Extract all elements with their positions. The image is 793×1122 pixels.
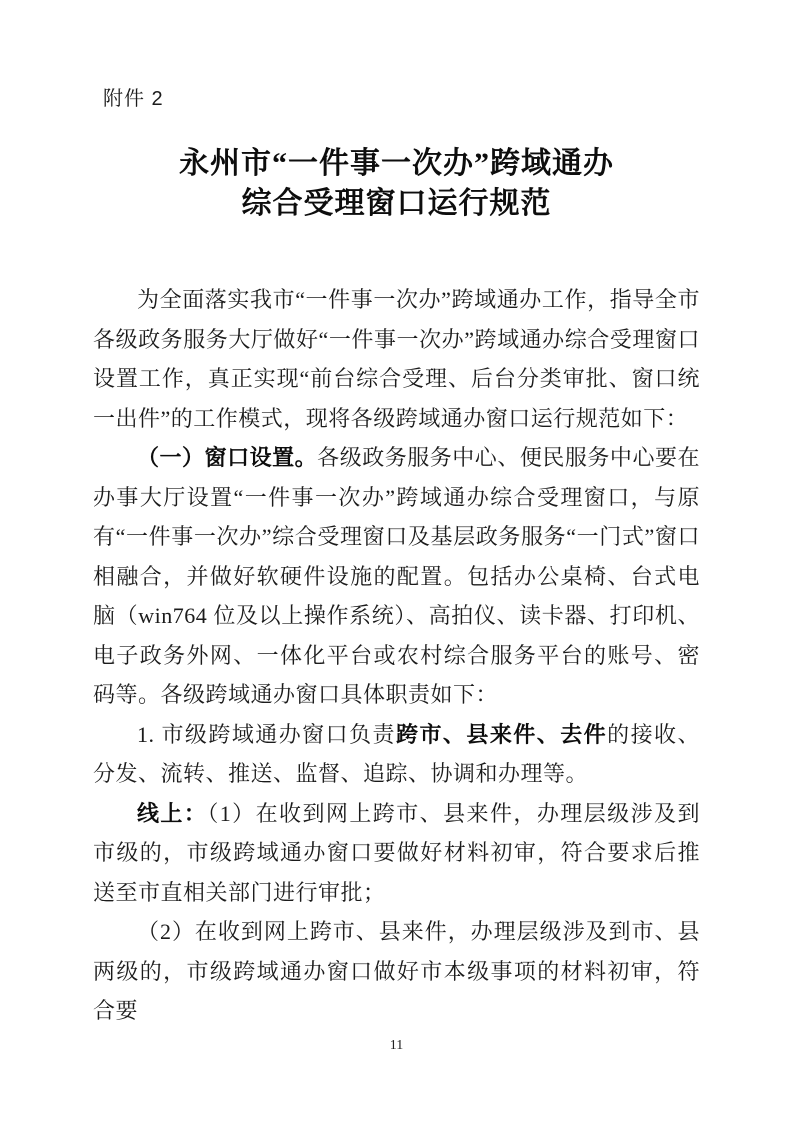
text-segment: （2）在收到网上跨市、县来件，办理层级涉及到市、县两级的，市级跨域通办窗口做好市本级事项的材料初审，符合要: [93, 919, 700, 1023]
text-segment-bold: 跨市、县来件、去件: [396, 721, 608, 747]
text-segment: 1. 市级跨域通办窗口负责: [137, 721, 397, 747]
paragraph: [93, 715, 700, 794]
text-segment: 的接收、分发、流转、推送、监督、追踪、协调和办理等。: [93, 721, 700, 786]
paragraph: [93, 794, 700, 913]
text-segment-bold: （一）窗口设置。: [137, 445, 318, 470]
document-body: [93, 280, 700, 1031]
document-title-line-1: 永州市“一件事一次办”跨域通办: [179, 147, 614, 180]
paragraph: [93, 912, 700, 1031]
attachment-label: 附件 2: [103, 88, 164, 110]
paragraph: [93, 438, 700, 715]
document-title-line-2: 综合受理窗口运行规范: [241, 187, 552, 220]
paragraph: [93, 280, 700, 438]
document-title: [0, 144, 793, 224]
text-segment: （1）在收到网上跨市、县来件，办理层级涉及到市级的，市级跨域通办窗口要做好材料初审，符合要求后推送至市直相关部门进行审批；: [93, 800, 700, 905]
page-number: 11: [389, 1038, 404, 1053]
text-segment: 各级政务服务中心、便民服务中心要在办事大厅设置“一件事一次办”跨域通办综合受理窗口，与原有“一件事一次办”综合受理窗口及基层政务服务“一门式”窗口相融合，并做好软硬件设施的配置。包括办公桌椅、台式电脑（win764 位及以上操作系统）、高拍仪、读卡器、打印机、电子政务外网、一体化平台或农村综合服务平台的账号、密码等。各级跨域通办窗口具体职责如下：: [93, 445, 700, 707]
text-segment: 为全面落实我市“一件事一次办”跨域通办工作，指导全市各级政务服务大厅做好“一件事一次办”跨域通办综合受理窗口设置工作，真正实现“前台综合受理、后台分类审批、窗口统一出件”的工作模式，现将各级跨域通办窗口运行规范如下：: [93, 287, 700, 431]
text-segment-bold: 线上：: [137, 800, 208, 826]
